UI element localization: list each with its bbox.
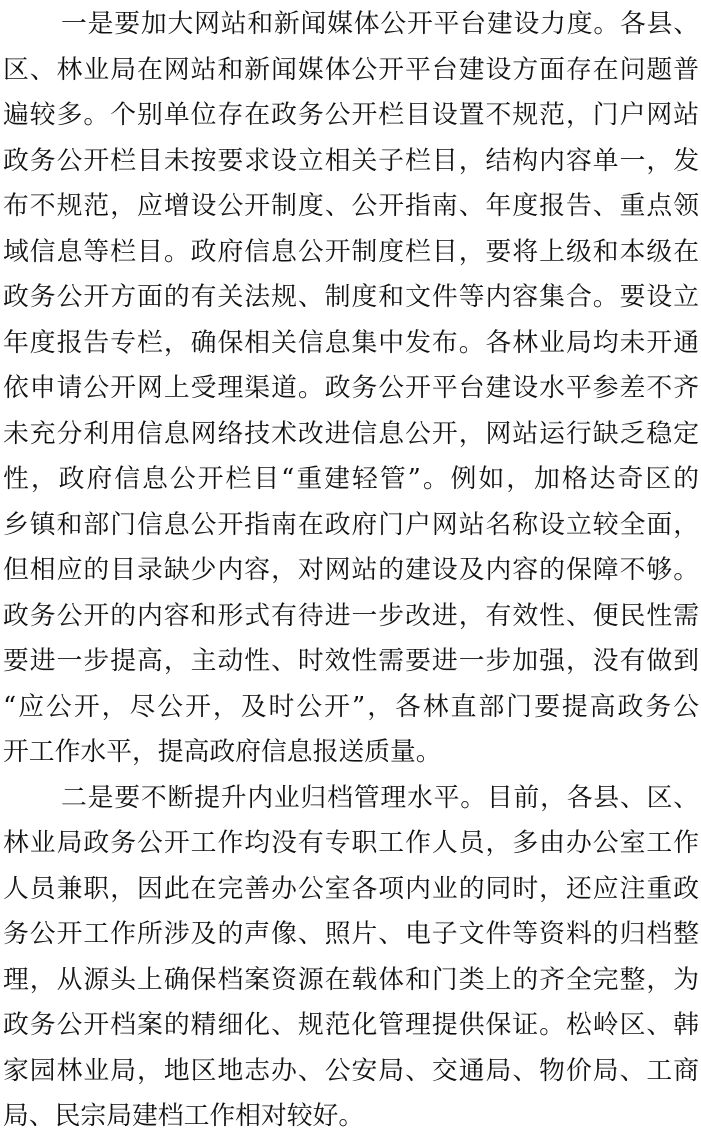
document-page <box>3 0 699 1131</box>
text-line: 人员兼职，因此在完善办公室各项内业的同时，还应注重政 <box>3 873 699 904</box>
text-line: 乡镇和部门信息公开指南在政府门户网站名称设立较全面， <box>3 509 699 540</box>
text-line: 性，政府信息公开栏目“重建轻管”。例如，加格达奇区的 <box>3 464 699 494</box>
text-line: 林业局政务公开工作均没有专职工作人员，多由办公室工作 <box>3 828 699 858</box>
text-line: “应公开，尽公开，及时公开”，各林直部门要提高政务公 <box>3 691 699 722</box>
text-line: 布不规范，应增设公开制度、公开指南、年度报告、重点领 <box>3 191 699 221</box>
text-line: 一是要加大网站和新闻媒体公开平台建设力度。各县、 <box>61 9 699 39</box>
text-line: 理，从源头上确保档案资源在载体和门类上的齐全完整，为 <box>3 964 699 995</box>
text-line: 二是要不断提升内业归档管理水平。目前，各县、区、 <box>61 782 699 813</box>
text-line: 开工作水平，提高政府信息报送质量。 <box>3 737 442 767</box>
text-line: 但相应的目录缺少内容，对网站的建设及内容的保障不够。 <box>3 555 699 585</box>
text-line: 年度报告专栏，确保相关信息集中发布。各林业局均未开通 <box>3 327 699 358</box>
text-line: 政务公开方面的有关法规、制度和文件等内容集合。要设立 <box>3 282 699 312</box>
paragraph-1 <box>3 2 699 776</box>
text-line: 政务公开栏目未按要求设立相关子栏目，结构内容单一，发 <box>3 145 699 176</box>
text-line: 局、民宗局建档工作相对较好。 <box>3 1101 365 1131</box>
text-line: 域信息等栏目。政府信息公开制度栏目，要将上级和本级在 <box>3 236 699 267</box>
text-line: 未充分利用信息网络技术改进信息公开，网站运行缺乏稳定 <box>3 418 699 449</box>
text-line: 区、林业局在网站和新闻媒体公开平台建设方面存在问题普 <box>3 54 699 85</box>
text-line: 家园林业局，地区地志办、公安局、交通局、物价局、工商 <box>3 1055 699 1086</box>
text-line: 遍较多。个别单位存在政务公开栏目设置不规范，门户网站 <box>3 100 699 130</box>
text-line: 政务公开档案的精细化、规范化管理提供保证。松岭区、韩 <box>3 1010 699 1040</box>
text-line: 依申请公开网上受理渠道。政务公开平台建设水平参差不齐 <box>3 373 699 403</box>
text-line: 务公开工作所涉及的声像、照片、电子文件等资料的归档整 <box>3 919 699 949</box>
text-line: 政务公开的内容和形式有待进一步改进，有效性、便民性需 <box>3 600 699 631</box>
text-line: 要进一步提高，主动性、时效性需要进一步加强，没有做到 <box>3 646 699 676</box>
